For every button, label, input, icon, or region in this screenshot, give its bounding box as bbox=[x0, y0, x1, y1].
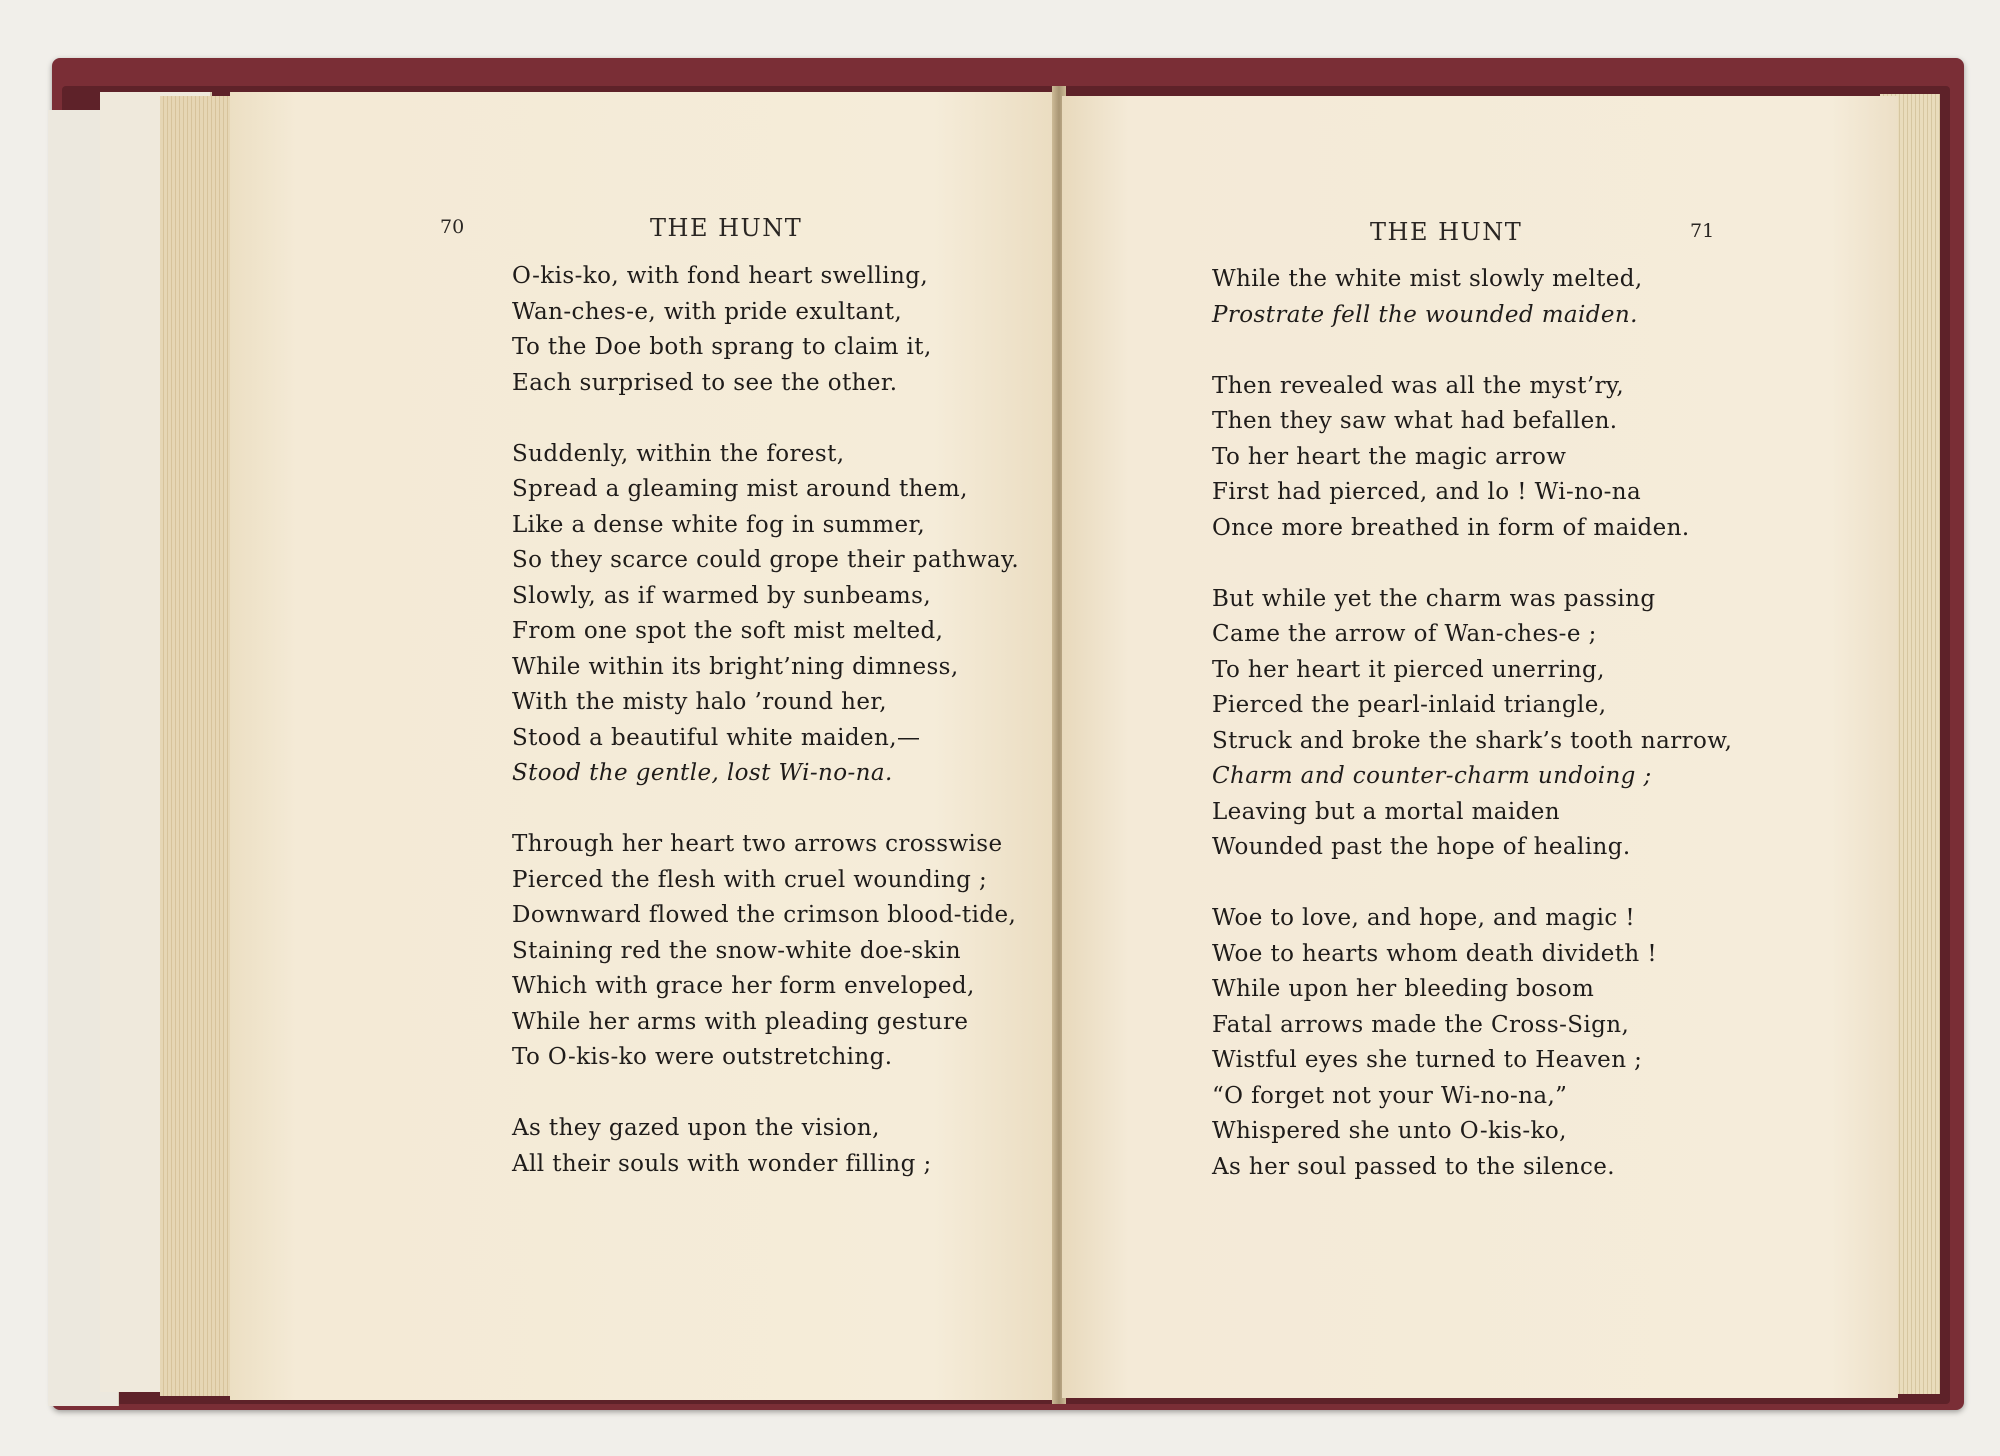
verse-line: Woe to hearts whom death divideth ! bbox=[1212, 940, 1657, 967]
verse-line: Like a dense white fog in summer, bbox=[512, 511, 926, 538]
verse-line bbox=[1212, 866, 1732, 902]
verse-line: Which with grace her form enveloped, bbox=[512, 973, 975, 999]
verse-line: Staining red the snow-white doe-skin bbox=[512, 937, 961, 964]
right-page-verse bbox=[1212, 262, 1732, 1185]
verse-line bbox=[512, 1076, 1019, 1112]
verse-line: Spread a gleaming mist around them, bbox=[512, 476, 968, 502]
verse-line: All their souls with wonder filling ; bbox=[512, 1150, 932, 1177]
verse-line: Pierced the pearl-inlaid triangle, bbox=[1212, 692, 1607, 718]
verse-line: Slowly, as if warmed by sunbeams, bbox=[512, 582, 932, 609]
verse-line: First had pierced, and lo ! Wi-no-na bbox=[1212, 479, 1642, 505]
verse-line: Fatal arrows made the Cross-Sign, bbox=[1212, 1011, 1630, 1038]
verse-line: Leaving but a mortal maiden bbox=[1212, 798, 1561, 825]
verse-line: Stood a beautiful white maiden,— bbox=[512, 724, 921, 751]
verse-line: To her heart it pierced unerring, bbox=[1212, 656, 1605, 683]
verse-line: While her arms with pleading gesture bbox=[512, 1008, 969, 1035]
verse-line: To her heart the magic arrow bbox=[1212, 443, 1567, 470]
verse-line: Whispered she unto O-kis-ko, bbox=[1212, 1118, 1567, 1144]
verse-line: As her soul passed to the silence. bbox=[1212, 1153, 1615, 1180]
verse-line: Pierced the flesh with cruel wounding ; bbox=[512, 866, 988, 893]
page-number-right: 71 bbox=[1690, 220, 1715, 242]
verse-line: From one spot the soft mist melted, bbox=[512, 618, 944, 644]
verse-line: O-kis-ko, with fond heart swelling, bbox=[512, 263, 929, 289]
verse-line bbox=[1212, 333, 1732, 369]
verse-line: To O-kis-ko were outstretching. bbox=[512, 1044, 893, 1070]
verse-line: Once more breathed in form of maiden. bbox=[1212, 514, 1690, 541]
verse-line: Stood the gentle, lost Wi-no-na. bbox=[512, 760, 893, 786]
verse-line: So they scarce could grope their pathway. bbox=[512, 547, 1020, 573]
verse-line: Came the arrow of Wan-ches-e ; bbox=[1212, 621, 1597, 647]
verse-line: Each surprised to see the other. bbox=[512, 369, 898, 396]
verse-line: Prostrate fell the wounded maiden. bbox=[1212, 301, 1638, 328]
verse-line: Wan-ches-e, with pride exultant, bbox=[512, 298, 903, 325]
verse-line: Struck and broke the shark’s tooth narrow, bbox=[1212, 727, 1733, 754]
left-page-verse bbox=[512, 259, 1019, 1182]
verse-line: Then revealed was all the myst’ry, bbox=[1212, 372, 1625, 399]
verse-line: “O forget not your Wi-no-na,” bbox=[1212, 1082, 1568, 1109]
verse-line: While within its bright’ning dimness, bbox=[512, 653, 959, 680]
page-edges-left bbox=[160, 96, 240, 1396]
running-head-left: THE HUNT bbox=[650, 214, 803, 242]
verse-line: While the white mist slowly melted, bbox=[1212, 266, 1643, 292]
verse-line: Wounded past the hope of healing. bbox=[1212, 834, 1631, 860]
verse-line: But while yet the charm was passing bbox=[1212, 585, 1656, 612]
verse-line: To the Doe both sprang to claim it, bbox=[512, 334, 932, 360]
verse-line bbox=[512, 401, 1019, 437]
verse-line: As they gazed upon the vision, bbox=[512, 1115, 880, 1141]
verse-line: Woe to love, and hope, and magic ! bbox=[1212, 905, 1636, 931]
verse-line: Wistful eyes she turned to Heaven ; bbox=[1212, 1047, 1643, 1073]
verse-line: Downward flowed the crimson blood-tide, bbox=[512, 902, 1017, 928]
left-page bbox=[230, 92, 1058, 1400]
page-number-left: 70 bbox=[440, 216, 465, 238]
right-page bbox=[1062, 96, 1898, 1398]
verse-line: Through her heart two arrows crosswise bbox=[512, 831, 1003, 857]
running-head-right: THE HUNT bbox=[1370, 218, 1523, 246]
verse-line: While upon her bleeding bosom bbox=[1212, 976, 1595, 1002]
verse-line: With the misty halo ’round her, bbox=[512, 689, 887, 715]
verse-line: Charm and counter-charm undoing ; bbox=[1212, 763, 1652, 789]
verse-line: Then they saw what had befallen. bbox=[1212, 408, 1618, 434]
verse-line bbox=[512, 792, 1019, 828]
verse-line bbox=[1212, 546, 1732, 582]
verse-line: Suddenly, within the forest, bbox=[512, 440, 845, 467]
